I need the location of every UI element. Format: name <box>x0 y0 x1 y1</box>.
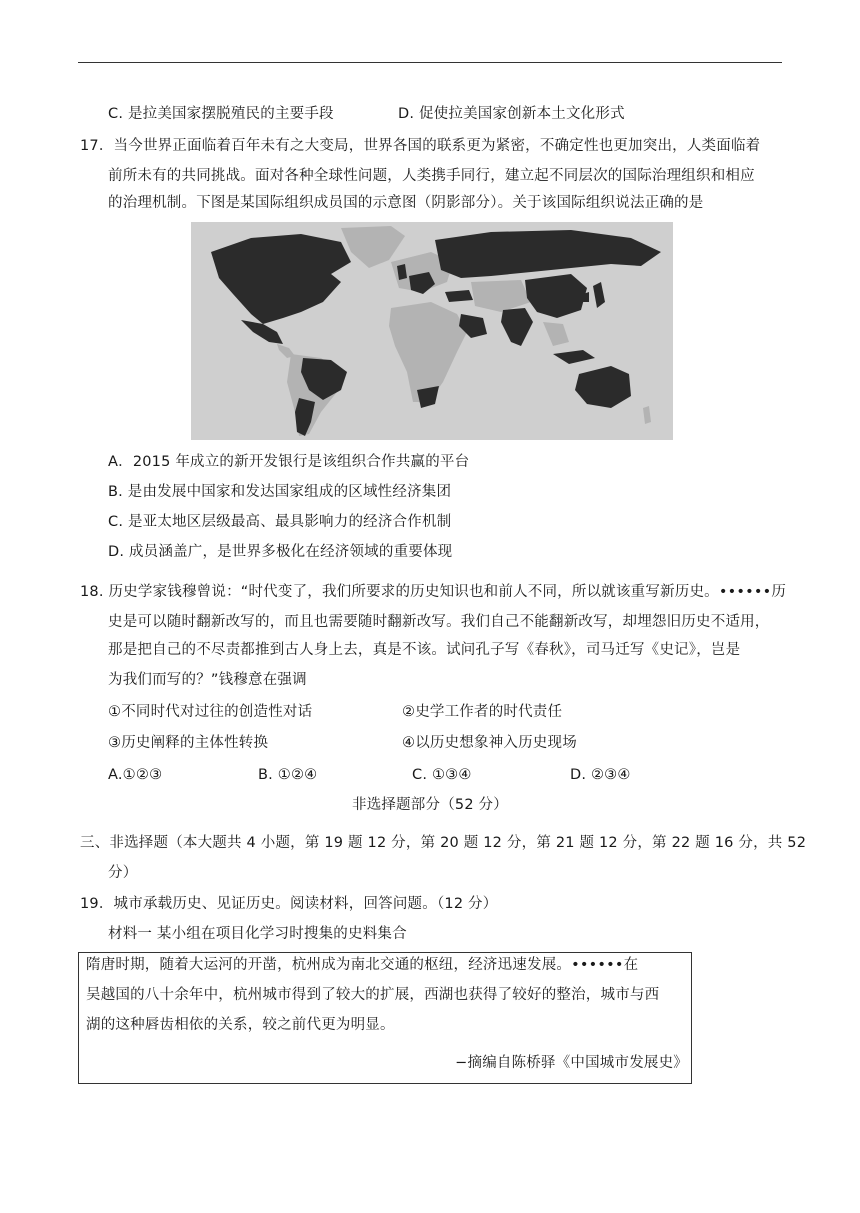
q17-option-c: C. 是亚太地区层级最高、最具影响力的经济合作机制 <box>108 514 452 530</box>
q18-line-2: 史是可以随时翻新改写的，而且也需要随时翻新改写。我们自己不能翻新改写，却埋怨旧历史不适用， <box>108 614 770 630</box>
q17-option-b: B. 是由发展中国家和发达国家组成的区域性经济集团 <box>108 484 452 500</box>
material-title: 材料一 某小组在项目化学习时搜集的史料集合 <box>108 926 407 942</box>
q18-line-4: 为我们而写的？”钱穆意在强调 <box>108 672 307 688</box>
q17-line-2: 前所未有的共同挑战。面对各种全球性问题，人类携手同行，建立起不同层次的国际治理组织和相应 <box>108 168 755 184</box>
q18-option-b: B. ①②④ <box>258 767 318 783</box>
q18-item-2: ②史学工作者的时代责任 <box>402 704 563 720</box>
q17-option-a: A．2015 年成立的新开发银行是该组织合作共赢的平台 <box>108 454 470 470</box>
q18-item-4: ④以历史想象神入历史现场 <box>402 735 577 751</box>
q18-option-d: D. ②③④ <box>570 767 631 783</box>
q18-line-1: 18. 历史学家钱穆曾说：“时代变了，我们所要求的历史知识也和前人不同，所以就该重写新历史。••••••历 <box>80 584 787 600</box>
q18-item-3: ③历史阐释的主体性转换 <box>108 735 269 751</box>
q17-option-d: D. 成员涵盖广，是世界多极化在经济领域的重要体现 <box>108 544 453 560</box>
q18-item-1: ①不同时代对过往的创造性对话 <box>108 704 313 720</box>
material-line-2: 吴越国的八十余年中，杭州城市得到了较大的扩展，西湖也获得了较好的整治，城市与西 <box>86 987 660 1003</box>
q17-line-1: 17．当今世界正面临着百年未有之大变局，世界各国的联系更为紧密，不确定性也更加突出，人类面临着 <box>80 138 761 154</box>
world-map <box>191 222 673 440</box>
option-d-prev: D. 促使拉美国家创新本土文化形式 <box>398 106 625 122</box>
material-line-1: 隋唐时期，随着大运河的开凿，杭州成为南北交通的枢纽，经济迅速发展。••••••在 <box>86 957 639 973</box>
section3-line-1: 三、非选择题（本大题共 4 小题，第 19 题 12 分，第 20 题 12 分，第 21 题 12 分，第 22 题 16 分，共 52 <box>80 835 807 851</box>
header-rule <box>78 62 782 63</box>
world-map-graphic <box>191 222 673 440</box>
q17-line-3: 的治理机制。下图是某国际组织成员国的示意图（阴影部分）。关于该国际组织说法正确的是 <box>108 195 704 211</box>
material-source: −摘编自陈桥驿《中国城市发展史》 <box>455 1055 688 1071</box>
q18-option-a: A.①②③ <box>108 767 163 783</box>
section3-line-2: 分） <box>108 865 138 881</box>
option-c-prev: C. 是拉美国家摆脱殖民的主要手段 <box>108 106 334 122</box>
part-title: 非选择题部分（52 分） <box>352 797 508 813</box>
q19-stem: 19．城市承载历史、见证历史。阅读材料，回答问题。（12 分） <box>80 896 498 912</box>
material-line-3: 湖的这种唇齿相依的关系，较之前代更为明显。 <box>86 1017 395 1033</box>
q18-option-c: C. ①③④ <box>412 767 472 783</box>
q18-line-3: 那是把自己的不尽责都推到古人身上去，真是不该。试问孔子写《春秋》，司马迁写《史记》，岂是 <box>108 642 741 658</box>
